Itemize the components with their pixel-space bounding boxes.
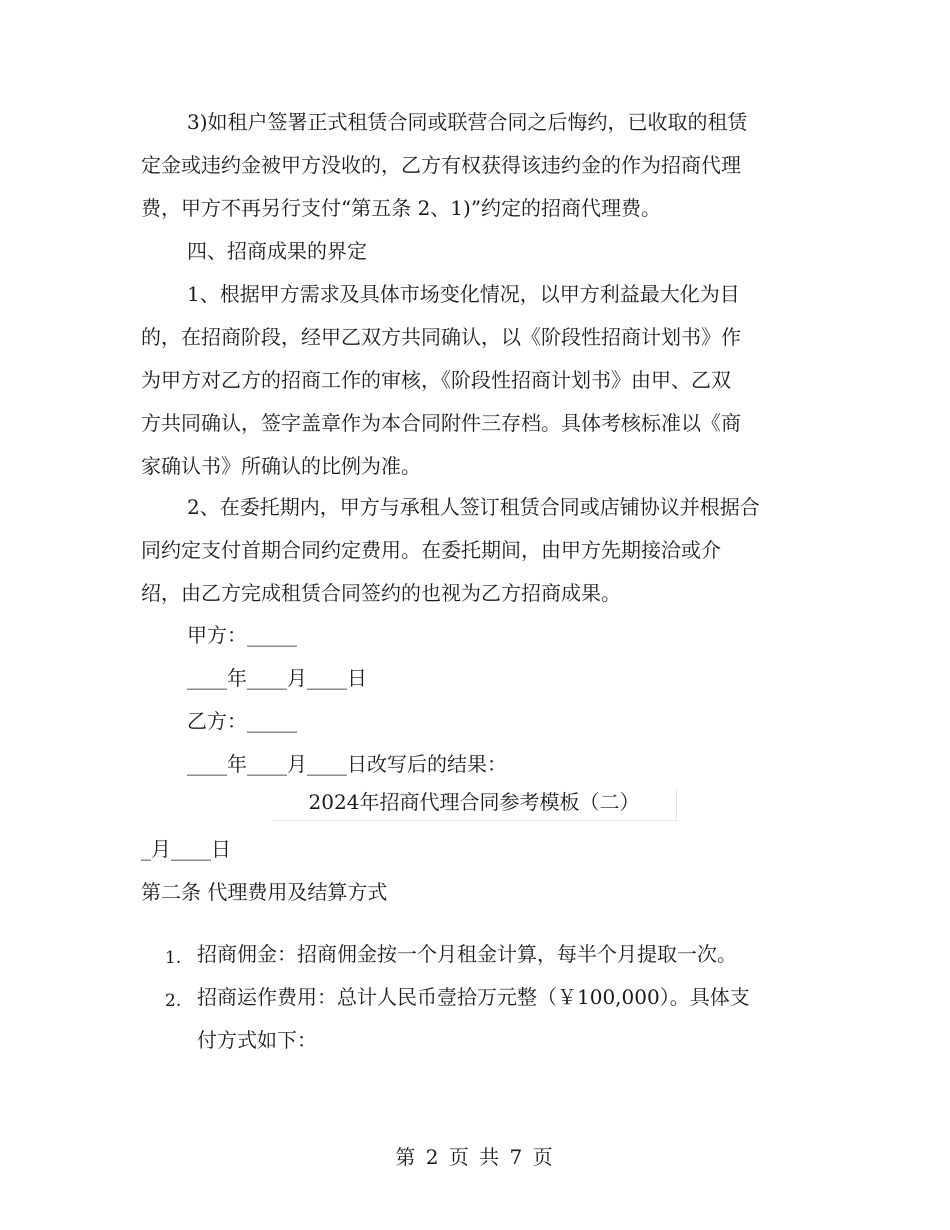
date-fragment: _月____日 bbox=[141, 837, 231, 861]
paragraph-line: 方共同确认，签字盖章作为本合同附件三存档。具体考核标准以《商 bbox=[141, 411, 741, 435]
paragraph-line: 2、在委托期内，甲方与承租人签订租赁合同或店铺协议并根据合 bbox=[187, 495, 760, 519]
document-title-box bbox=[272, 788, 677, 821]
paragraph-line: 1、根据甲方需求及具体市场变化情况，以甲方利益最大化为目 bbox=[187, 282, 740, 306]
list-item-continuation: 付方式如下： bbox=[197, 1028, 317, 1052]
paragraph-line: 家确认书》所确认的比例为准。 bbox=[141, 454, 421, 478]
paragraph-line: 3)如租户签署正式租赁合同或联营合同之后悔约，已收取的租赁 bbox=[187, 110, 748, 134]
paragraph-line: 的，在招商阶段，经甲乙双方共同确认，以《阶段性招商计划书》作 bbox=[141, 325, 741, 349]
party-a-signature: 甲方：_____ bbox=[187, 623, 297, 647]
paragraph-line: 同约定支付首期合同约定费用。在委托期间，由甲方先期接洽或介 bbox=[141, 538, 721, 562]
party-a-date: ____年____月____日 bbox=[187, 666, 367, 690]
list-number: 2. bbox=[165, 991, 182, 1011]
article-heading: 第二条 代理费用及结算方式 bbox=[141, 880, 388, 904]
paragraph-line: 定金或违约金被甲方没收的，乙方有权获得该违约金的作为招商代理 bbox=[141, 153, 741, 177]
paragraph-line: 为甲方对乙方的招商工作的审核，《阶段性招商计划书》由甲、乙双 bbox=[141, 368, 731, 392]
list-number: 1. bbox=[165, 948, 182, 968]
party-b-date: ____年____月____日改写后的结果： bbox=[187, 752, 507, 776]
section-heading: 四、招商成果的界定 bbox=[187, 239, 367, 263]
paragraph-line: 费，甲方不再另行支付“第五条 2、1)”约定的招商代理费。 bbox=[141, 196, 662, 220]
list-item: 招商佣金：招商佣金按一个月租金计算，每半个月提取一次。 bbox=[197, 942, 737, 966]
party-b-signature: 乙方：_____ bbox=[187, 709, 297, 733]
list-item: 招商运作费用：总计人民币壹拾万元整（￥100,000）。具体支 bbox=[197, 985, 750, 1009]
document-title: 2024年招商代理合同参考模板（二） bbox=[308, 790, 640, 814]
page-footer: 第 2 页 共 7 页 bbox=[395, 1145, 555, 1169]
paragraph-line: 绍，由乙方完成租赁合同签约的也视为乙方招商成果。 bbox=[141, 581, 621, 605]
